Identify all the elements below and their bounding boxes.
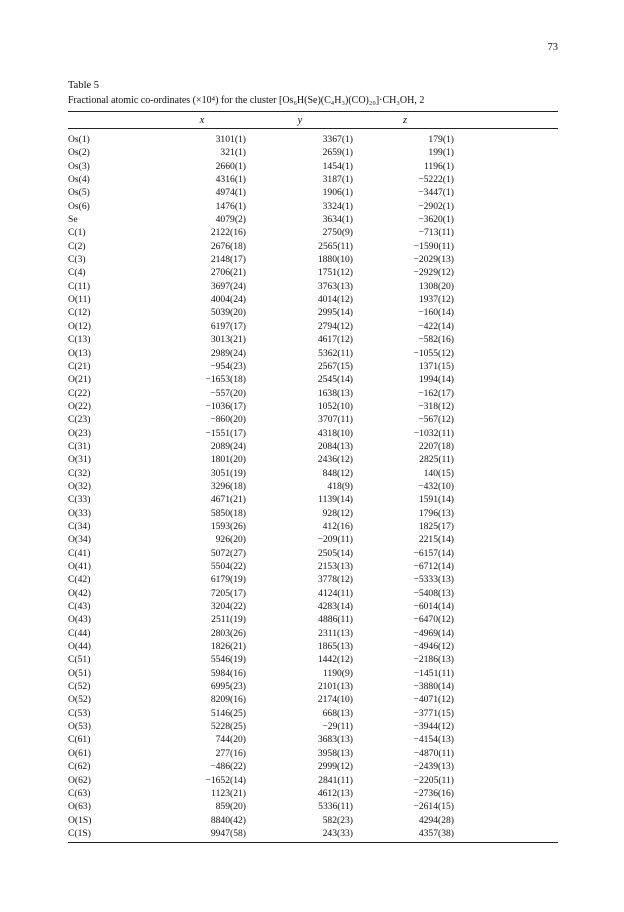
- coord-x: 4974(1): [215, 187, 246, 199]
- coord-y: 1865(13): [317, 641, 353, 653]
- coord-z: −1590(11): [413, 240, 454, 252]
- coord-z: 199(1): [428, 147, 454, 159]
- table-row: [68, 533, 558, 546]
- table-row: [68, 560, 558, 573]
- atom-label: C(52): [68, 681, 91, 693]
- coord-x: 2089(24): [210, 440, 246, 452]
- atom-label: C(33): [68, 494, 91, 506]
- coord-z: −4969(14): [413, 627, 454, 639]
- coord-x: −954(23): [210, 360, 246, 372]
- coord-x: −1652(14): [205, 774, 246, 786]
- coord-x: 5228(25): [210, 721, 246, 733]
- coord-y: 2545(14): [317, 374, 353, 386]
- table-row: [68, 814, 558, 827]
- coord-x: 3051(19): [210, 467, 246, 479]
- coord-y: 4886(11): [318, 614, 353, 626]
- coord-z: −5408(13): [413, 587, 454, 599]
- table-row: [68, 160, 558, 173]
- coord-x: 3013(21): [210, 334, 246, 346]
- coord-x: 2676(18): [210, 240, 246, 252]
- coord-y: 2174(10): [317, 694, 353, 706]
- atom-label: C(23): [68, 414, 91, 426]
- coord-y: 3634(1): [322, 214, 353, 226]
- coord-z: −5222(1): [418, 174, 454, 186]
- atom-label: Os(4): [68, 174, 90, 186]
- atom-label: C(12): [68, 307, 91, 319]
- coord-y: 2505(14): [317, 547, 353, 559]
- coord-x: 5039(20): [210, 307, 246, 319]
- coord-y: 3683(13): [317, 734, 353, 746]
- table-row: [68, 200, 558, 213]
- coord-y: 2750(9): [322, 227, 353, 239]
- atom-label: C(4): [68, 267, 86, 279]
- table-row: [68, 186, 558, 199]
- atom-label: C(1S): [68, 827, 91, 839]
- coord-y: 2995(14): [317, 307, 353, 319]
- coord-x: 4079(2): [215, 214, 246, 226]
- atom-label: C(2): [68, 240, 86, 252]
- coord-y: 2311(13): [318, 627, 353, 639]
- coord-z: −2902(1): [418, 200, 454, 212]
- table-row: [68, 413, 558, 426]
- coord-x: −1551(17): [205, 427, 246, 439]
- coord-y: 3187(1): [322, 174, 353, 186]
- coord-z: −2736(16): [413, 787, 454, 799]
- coord-y: 2999(12): [317, 761, 353, 773]
- coord-x: −1653(18): [205, 374, 246, 386]
- coord-x: 5850(18): [210, 507, 246, 519]
- atom-label: O(63): [68, 801, 91, 813]
- coord-y: 928(12): [322, 507, 353, 519]
- table-row: [68, 573, 558, 586]
- coord-y: 2436(12): [317, 454, 353, 466]
- atom-label: O(44): [68, 641, 91, 653]
- coord-z: −3880(14): [413, 681, 454, 693]
- coord-y: 2565(11): [318, 240, 353, 252]
- coord-z: 1591(14): [418, 494, 454, 506]
- table-row: [68, 213, 558, 226]
- coord-x: −1036(17): [205, 400, 246, 412]
- coord-x: 3101(1): [215, 134, 246, 145]
- coord-x: 3204(22): [210, 601, 246, 613]
- atom-label: C(53): [68, 707, 91, 719]
- coord-x: 4316(1): [215, 174, 246, 186]
- atom-label: C(61): [68, 734, 91, 746]
- coord-x: 744(20): [215, 734, 246, 746]
- coord-z: 1825(17): [418, 520, 454, 532]
- atom-label: Os(5): [68, 187, 90, 199]
- coord-z: −1451(11): [413, 667, 454, 679]
- coord-y: 4617(12): [317, 334, 353, 346]
- coord-x: 2989(24): [210, 347, 246, 359]
- atom-label: C(34): [68, 520, 91, 532]
- atom-label: O(34): [68, 534, 91, 546]
- coord-z: 140(15): [423, 467, 454, 479]
- page-number: 73: [547, 42, 558, 53]
- coord-x: 6995(23): [210, 681, 246, 693]
- coord-y: 3763(13): [317, 280, 353, 292]
- table-row: [68, 653, 558, 666]
- coord-y: 2794(12): [317, 320, 353, 332]
- atom-label: C(21): [68, 360, 91, 372]
- coord-z: −6712(14): [413, 561, 454, 572]
- coord-z: 1371(15): [418, 360, 454, 372]
- coord-y: 3958(13): [317, 747, 353, 759]
- coord-y: 1906(1): [322, 187, 353, 199]
- coord-x: 2148(17): [210, 254, 246, 266]
- coord-z: 1937(12): [418, 294, 454, 306]
- coord-y: 3367(1): [322, 134, 353, 145]
- coord-z: −2186(13): [413, 654, 454, 666]
- atom-label: O(22): [68, 400, 91, 412]
- table-row: [68, 347, 558, 360]
- atom-label: C(31): [68, 440, 91, 452]
- table-row: [68, 693, 558, 706]
- table-row: [68, 293, 558, 306]
- coord-z: −567(12): [418, 414, 454, 426]
- coord-x: 1826(21): [210, 641, 246, 653]
- coord-y: 1190(9): [322, 667, 353, 679]
- coord-y: 4612(13): [317, 787, 353, 799]
- table-row: [68, 387, 558, 400]
- coord-y: 4014(12): [317, 294, 353, 306]
- atom-label: O(12): [68, 320, 91, 332]
- table-row: [68, 507, 558, 520]
- coord-z: 4357(38): [418, 827, 454, 839]
- table-row: [68, 226, 558, 239]
- coord-x: 9947(58): [210, 827, 246, 839]
- coord-y: 4124(11): [318, 587, 353, 599]
- coord-x: 4004(24): [210, 294, 246, 306]
- atom-label: O(51): [68, 667, 91, 679]
- coord-z: 2207(18): [418, 440, 454, 452]
- atom-label: O(23): [68, 427, 91, 439]
- coord-z: −713(11): [418, 227, 454, 239]
- coord-y: 1751(12): [317, 267, 353, 279]
- atom-label: C(42): [68, 574, 91, 586]
- atom-label: C(62): [68, 761, 91, 773]
- coord-x: 5984(16): [210, 667, 246, 679]
- table-rule-top: [68, 111, 558, 112]
- column-header-y: y: [297, 115, 303, 126]
- table-row: [68, 680, 558, 693]
- coord-z: −162(17): [418, 387, 454, 399]
- table-title: Fractional atomic co-ordinates (×10⁴) for the cluster [Os₆H(Se)(C₄H₃)(CO)₂₀]·CH₃OH, 2: [68, 95, 425, 106]
- coord-z: −1055(12): [413, 347, 454, 359]
- coord-x: 5072(27): [210, 547, 246, 559]
- coord-x: 1123(21): [211, 787, 246, 799]
- coord-x: 5146(25): [210, 707, 246, 719]
- table-rule-header: [68, 128, 558, 129]
- coord-z: −2205(11): [413, 774, 454, 786]
- coord-z: −2439(13): [413, 761, 454, 773]
- coord-z: −2029(13): [413, 254, 454, 266]
- coord-y: 412(16): [322, 520, 353, 532]
- atom-label: O(53): [68, 721, 91, 733]
- coord-z: 1796(13): [418, 507, 454, 519]
- coord-z: −6470(12): [413, 614, 454, 626]
- coord-x: 4671(21): [210, 494, 246, 506]
- column-header-x: x: [199, 115, 205, 126]
- table-row: [68, 787, 558, 800]
- coord-y: 418(9): [327, 480, 353, 492]
- table-row: [68, 333, 558, 346]
- table-row: [68, 747, 558, 760]
- coord-z: 1308(20): [418, 280, 454, 292]
- atom-label: O(33): [68, 507, 91, 519]
- coord-x: −860(20): [210, 414, 246, 426]
- table-row: [68, 400, 558, 413]
- table-row: [68, 453, 558, 466]
- table-row: [68, 827, 558, 840]
- table-row: [68, 146, 558, 159]
- coord-z: −4071(12): [413, 694, 454, 706]
- atom-label: C(11): [68, 280, 91, 292]
- coord-x: 5546(19): [210, 654, 246, 666]
- coord-y: 582(23): [322, 814, 353, 826]
- coord-z: −4870(11): [413, 747, 454, 759]
- coord-x: 1593(26): [210, 520, 246, 532]
- atom-label: C(22): [68, 387, 91, 399]
- coord-z: −160(14): [418, 307, 454, 319]
- coord-z: −3771(15): [413, 707, 454, 719]
- atom-label: C(43): [68, 601, 91, 613]
- coord-x: 8209(16): [210, 694, 246, 706]
- atom-label: O(43): [68, 614, 91, 626]
- table-caption: Table 5: [68, 80, 100, 91]
- table-row: [68, 306, 558, 319]
- coord-z: −6014(14): [413, 601, 454, 613]
- coord-z: −432(10): [418, 480, 454, 492]
- coord-x: 2803(26): [210, 627, 246, 639]
- coord-x: 6179(19): [210, 574, 246, 586]
- coord-x: 926(20): [215, 534, 246, 546]
- table-row: [68, 587, 558, 600]
- table-row: [68, 613, 558, 626]
- coord-x: 321(1): [220, 147, 246, 159]
- coord-z: −318(12): [418, 400, 454, 412]
- coord-z: −3447(1): [418, 187, 454, 199]
- table-row: [68, 240, 558, 253]
- coord-x: 7205(17): [210, 587, 246, 599]
- atom-label: Os(3): [68, 160, 90, 172]
- atom-label: O(52): [68, 694, 91, 706]
- atom-label: Se: [68, 214, 78, 226]
- atom-label: O(42): [68, 587, 91, 599]
- coord-y: −209(11): [317, 534, 353, 546]
- coord-z: −4154(13): [413, 734, 454, 746]
- atom-label: Os(6): [68, 200, 90, 212]
- coord-y: 1454(1): [322, 160, 353, 172]
- coord-y: 243(33): [322, 827, 353, 839]
- coord-y: 1880(10): [317, 254, 353, 266]
- coord-z: 2215(14): [418, 534, 454, 546]
- coord-x: 8840(42): [210, 814, 246, 826]
- table-row: [68, 440, 558, 453]
- coord-z: −4946(12): [413, 641, 454, 653]
- atom-label: Os(2): [68, 147, 90, 159]
- coord-y: 3707(11): [318, 414, 353, 426]
- coord-z: −6157(14): [413, 547, 454, 559]
- coord-y: 4318(10): [317, 427, 353, 439]
- table-row: [68, 133, 558, 146]
- table-row: [68, 173, 558, 186]
- coord-y: 5336(11): [318, 801, 353, 813]
- coord-x: 859(20): [215, 801, 246, 813]
- coord-y: −29(11): [322, 721, 353, 733]
- atom-label: C(41): [68, 547, 91, 559]
- coord-z: −2614(15): [413, 801, 454, 813]
- coord-x: 1801(20): [210, 454, 246, 466]
- table-row: [68, 707, 558, 720]
- table-row: [68, 480, 558, 493]
- table-row: [68, 280, 558, 293]
- coord-y: 3778(12): [317, 574, 353, 586]
- coord-x: −486(22): [210, 761, 246, 773]
- coord-z: 179(1): [428, 134, 454, 145]
- coord-y: 2101(13): [317, 681, 353, 693]
- coord-y: 2084(13): [317, 440, 353, 452]
- table-row: [68, 774, 558, 787]
- atom-label: O(41): [68, 561, 91, 572]
- table-row: [68, 373, 558, 386]
- coord-x: −557(20): [210, 387, 246, 399]
- table-row: [68, 266, 558, 279]
- atom-label: C(44): [68, 627, 91, 639]
- coordinates-table-body: [68, 133, 558, 840]
- coord-x: 1476(1): [215, 200, 246, 212]
- column-header-z: z: [402, 115, 408, 126]
- table-row: [68, 800, 558, 813]
- coord-x: 2511(19): [211, 614, 246, 626]
- atom-label: O(31): [68, 454, 91, 466]
- table-row: [68, 600, 558, 613]
- atom-label: C(1): [68, 227, 86, 239]
- coord-y: 3324(1): [322, 200, 353, 212]
- atom-label: O(61): [68, 747, 91, 759]
- coord-y: 1442(12): [317, 654, 353, 666]
- atom-label: C(51): [68, 654, 91, 666]
- coord-y: 1638(13): [317, 387, 353, 399]
- coord-z: 1994(14): [418, 374, 454, 386]
- table-row: [68, 720, 558, 733]
- coord-x: 3697(24): [210, 280, 246, 292]
- table-row: [68, 627, 558, 640]
- coord-y: 2153(13): [317, 561, 353, 572]
- atom-label: O(1S): [68, 814, 92, 826]
- table-row: [68, 640, 558, 653]
- coord-y: 1139(14): [318, 494, 353, 506]
- atom-label: O(21): [68, 374, 91, 386]
- coord-x: 3296(18): [210, 480, 246, 492]
- atom-label: C(13): [68, 334, 91, 346]
- atom-label: O(13): [68, 347, 91, 359]
- table-row: [68, 253, 558, 266]
- coord-y: 2841(11): [318, 774, 353, 786]
- table-row: [68, 547, 558, 560]
- table-rule-bottom: [68, 842, 558, 843]
- coord-z: −3944(12): [413, 721, 454, 733]
- atom-label: C(63): [68, 787, 91, 799]
- coord-z: −1032(11): [413, 427, 454, 439]
- table-row: [68, 427, 558, 440]
- coord-z: 2825(11): [419, 454, 454, 466]
- atom-label: O(11): [68, 294, 91, 306]
- coord-x: 5504(22): [210, 561, 246, 572]
- coord-y: 2659(1): [322, 147, 353, 159]
- coord-y: 1052(10): [317, 400, 353, 412]
- atom-label: O(62): [68, 774, 91, 786]
- table-row: [68, 760, 558, 773]
- coord-x: 2660(1): [215, 160, 246, 172]
- coord-x: 2706(21): [210, 267, 246, 279]
- table-row: [68, 320, 558, 333]
- coord-y: 2567(15): [317, 360, 353, 372]
- coord-z: −2929(12): [413, 267, 454, 279]
- table-row: [68, 733, 558, 746]
- table-row: [68, 493, 558, 506]
- coord-z: −5333(13): [413, 574, 454, 586]
- coord-z: 4294(28): [418, 814, 454, 826]
- coord-z: −422(14): [418, 320, 454, 332]
- coord-x: 2122(16): [210, 227, 246, 239]
- table-row: [68, 667, 558, 680]
- atom-label: O(32): [68, 480, 91, 492]
- coord-x: 6197(17): [210, 320, 246, 332]
- table-row: [68, 360, 558, 373]
- coord-z: −3620(1): [418, 214, 454, 226]
- atom-label: C(32): [68, 467, 91, 479]
- coord-x: 277(16): [215, 747, 246, 759]
- atom-label: Os(1): [68, 134, 90, 145]
- coord-y: 668(13): [322, 707, 353, 719]
- coord-y: 848(12): [322, 467, 353, 479]
- coord-z: 1196(1): [423, 160, 454, 172]
- coord-y: 5362(11): [318, 347, 353, 359]
- table-row: [68, 467, 558, 480]
- coord-y: 4283(14): [317, 601, 353, 613]
- table-row: [68, 520, 558, 533]
- coord-z: −582(16): [418, 334, 454, 346]
- atom-label: C(3): [68, 254, 86, 266]
